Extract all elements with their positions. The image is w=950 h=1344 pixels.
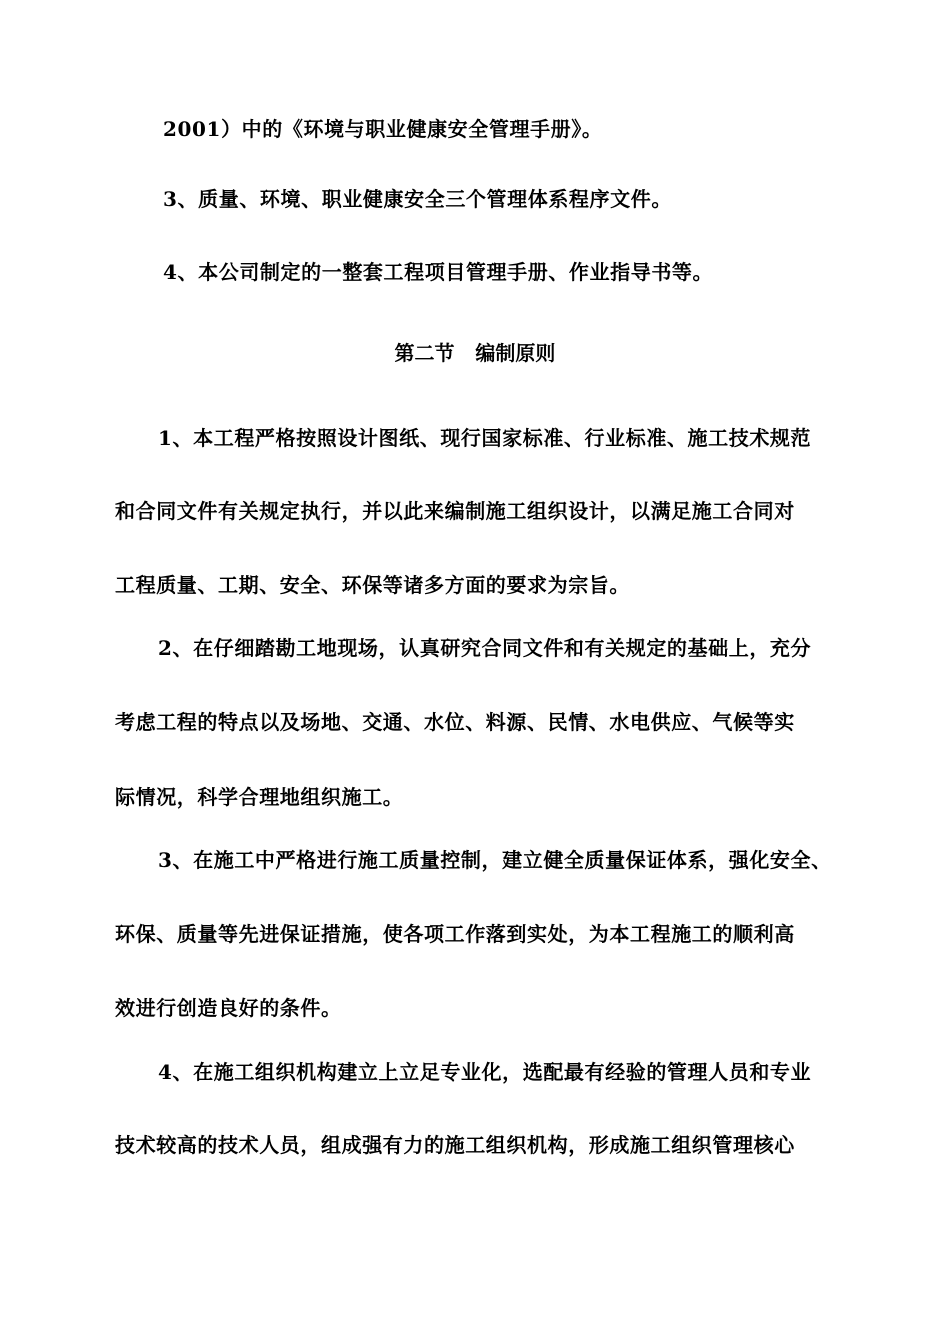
text-line: 考虑工程的特点以及场地、交通、水位、料源、民情、水电供应、气候等实: [115, 710, 795, 734]
text-line: 1、本工程严格按照设计图纸、现行国家标准、行业标准、施工技术规范: [158, 426, 812, 450]
text-line: 际情况，科学合理地组织施工。: [115, 785, 404, 809]
text-line: 4、在施工组织机构建立上立足专业化，选配最有经验的管理人员和专业: [158, 1060, 812, 1084]
text-line: 2001）中的《环境与职业健康安全管理手册》。: [163, 117, 603, 141]
text-line: 技术较高的技术人员，组成强有力的施工组织机构，形成施工组织管理核心: [115, 1133, 795, 1157]
text-line: 3、质量、环境、职业健康安全三个管理体系程序文件。: [163, 187, 672, 211]
text-line: 3、在施工中严格进行施工质量控制，建立健全质量保证体系，强化安全、: [158, 848, 832, 872]
text-line: 效进行创造良好的条件。: [115, 996, 342, 1020]
text-line: 4、本公司制定的一整套工程项目管理手册、作业指导书等。: [163, 260, 714, 284]
text-line: 和合同文件有关规定执行，并以此来编制施工组织设计，以满足施工合同对: [115, 499, 795, 523]
text-line: 2、在仔细踏勘工地现场，认真研究合同文件和有关规定的基础上，充分: [158, 636, 812, 660]
text-line: 环保、质量等先进保证措施，使各项工作落到实处，为本工程施工的顺利高: [115, 922, 795, 946]
text-line: 工程质量、工期、安全、环保等诸多方面的要求为宗旨。: [115, 573, 630, 597]
section-title: 第二节 编制原则: [394, 341, 556, 365]
